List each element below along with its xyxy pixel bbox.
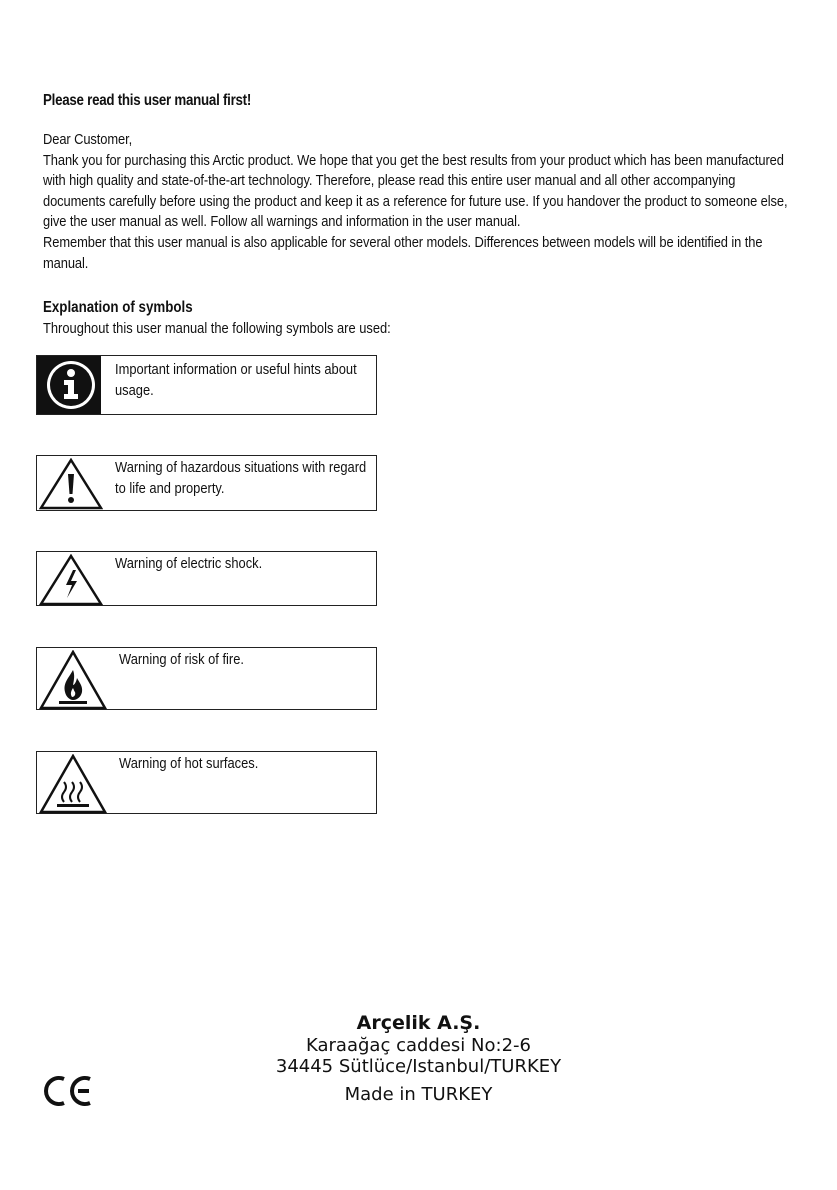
info-icon [37, 356, 101, 419]
symbol-row-hot-surface [36, 751, 377, 814]
ce-mark-icon [42, 1075, 96, 1112]
intro-section [43, 130, 788, 274]
company-city: 34445 Sütlüce/Istanbul/TURKEY [275, 1056, 562, 1077]
page-title: Please read this user manual first! [43, 92, 252, 109]
symbols-intro: Throughout this user manual the following symbols are used: [43, 320, 391, 337]
hot-surface-icon [39, 754, 107, 819]
symbols-heading: Explanation of symbols [43, 299, 193, 316]
symbol-row-electric [36, 551, 377, 606]
intro-paragraph-1: Thank you for purchasing this Arctic product. We hope that you get the best results from your product which has been manufactured with high quality and state-of-the-art technology. Therefore, please read this entire user manual and all other accompanying documents carefully before using the product and keep it as a reference for future use. If you handover the product to someone else, give the user manual as well. Follow all warnings and information in the user manual. [43, 151, 788, 231]
fire-icon [39, 650, 107, 715]
company-name: Arçelik A.Ş. [356, 1012, 481, 1034]
made-in: Made in TURKEY [344, 1084, 493, 1105]
symbol-text-fire: Warning of risk of fire. [119, 651, 244, 668]
symbol-text-hot-surface: Warning of hot surfaces. [119, 755, 259, 772]
warning-icon [39, 458, 103, 515]
symbol-row-fire [36, 647, 377, 710]
intro-paragraph-2: Remember that this user manual is also applicable for several other models. Differences between models will be identified in the manual. [43, 233, 763, 272]
company-street: Karaağaç caddesi No:2-6 [306, 1035, 531, 1056]
electric-shock-icon [39, 554, 103, 611]
symbol-text-electric: Warning of electric shock. [115, 555, 263, 572]
symbol-text-warning: Warning of hazardous situations with regard to life and property. [115, 459, 367, 497]
symbol-text-info: Important information or useful hints about usage. [115, 361, 357, 399]
greeting: Dear Customer, [43, 131, 133, 148]
symbol-row-info [36, 355, 377, 415]
symbol-row-warning [36, 455, 377, 511]
